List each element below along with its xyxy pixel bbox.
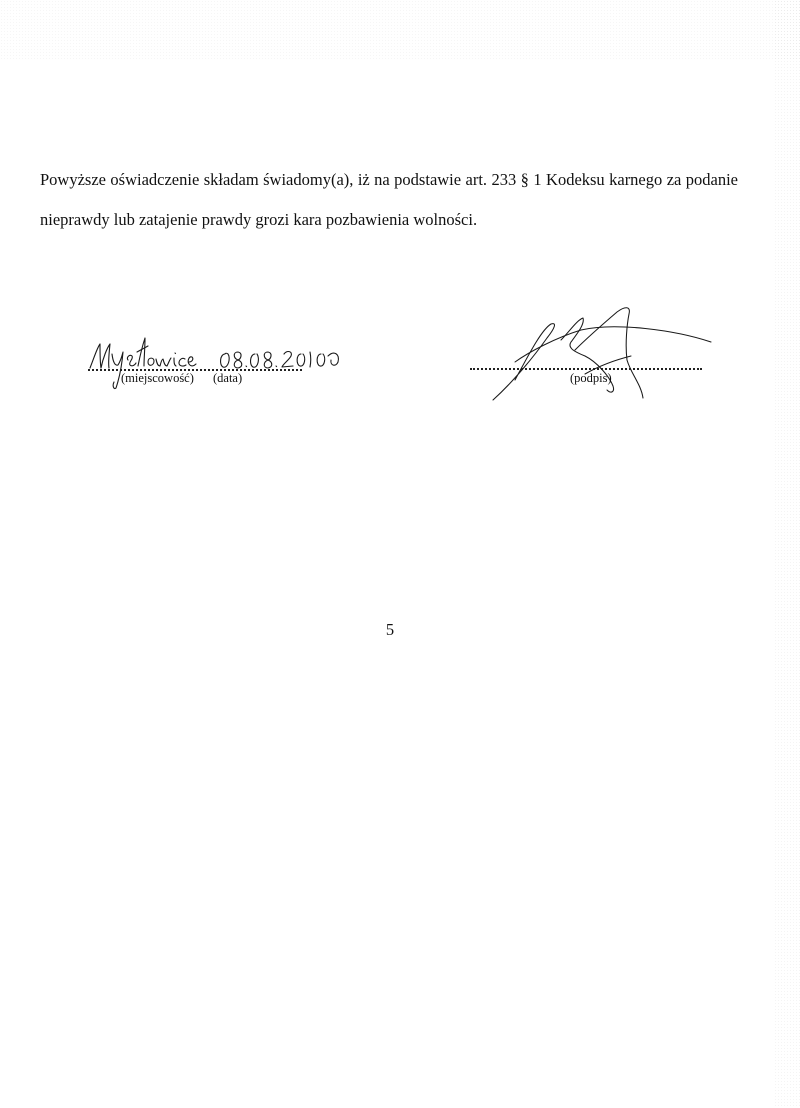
statement-line: nieprawdy lub zatajenie prawdy grozi kara pozbawienia wolności. [40,210,478,229]
scan-noise-right [774,0,800,1108]
statement-line: Powyższe oświadczenie składam świadomy(a), iż na podstawie art. 233 § 1 Kodeksu karnego za podanie [40,170,738,189]
signature-scribble [485,300,715,410]
caption-signature: (podpis) [570,371,612,385]
scan-noise-top [0,0,800,60]
statement-paragraph [40,160,738,240]
page-number: 5 [385,620,395,639]
caption-place: (miejscowość) [121,371,194,385]
caption-date: (data) [213,371,243,385]
